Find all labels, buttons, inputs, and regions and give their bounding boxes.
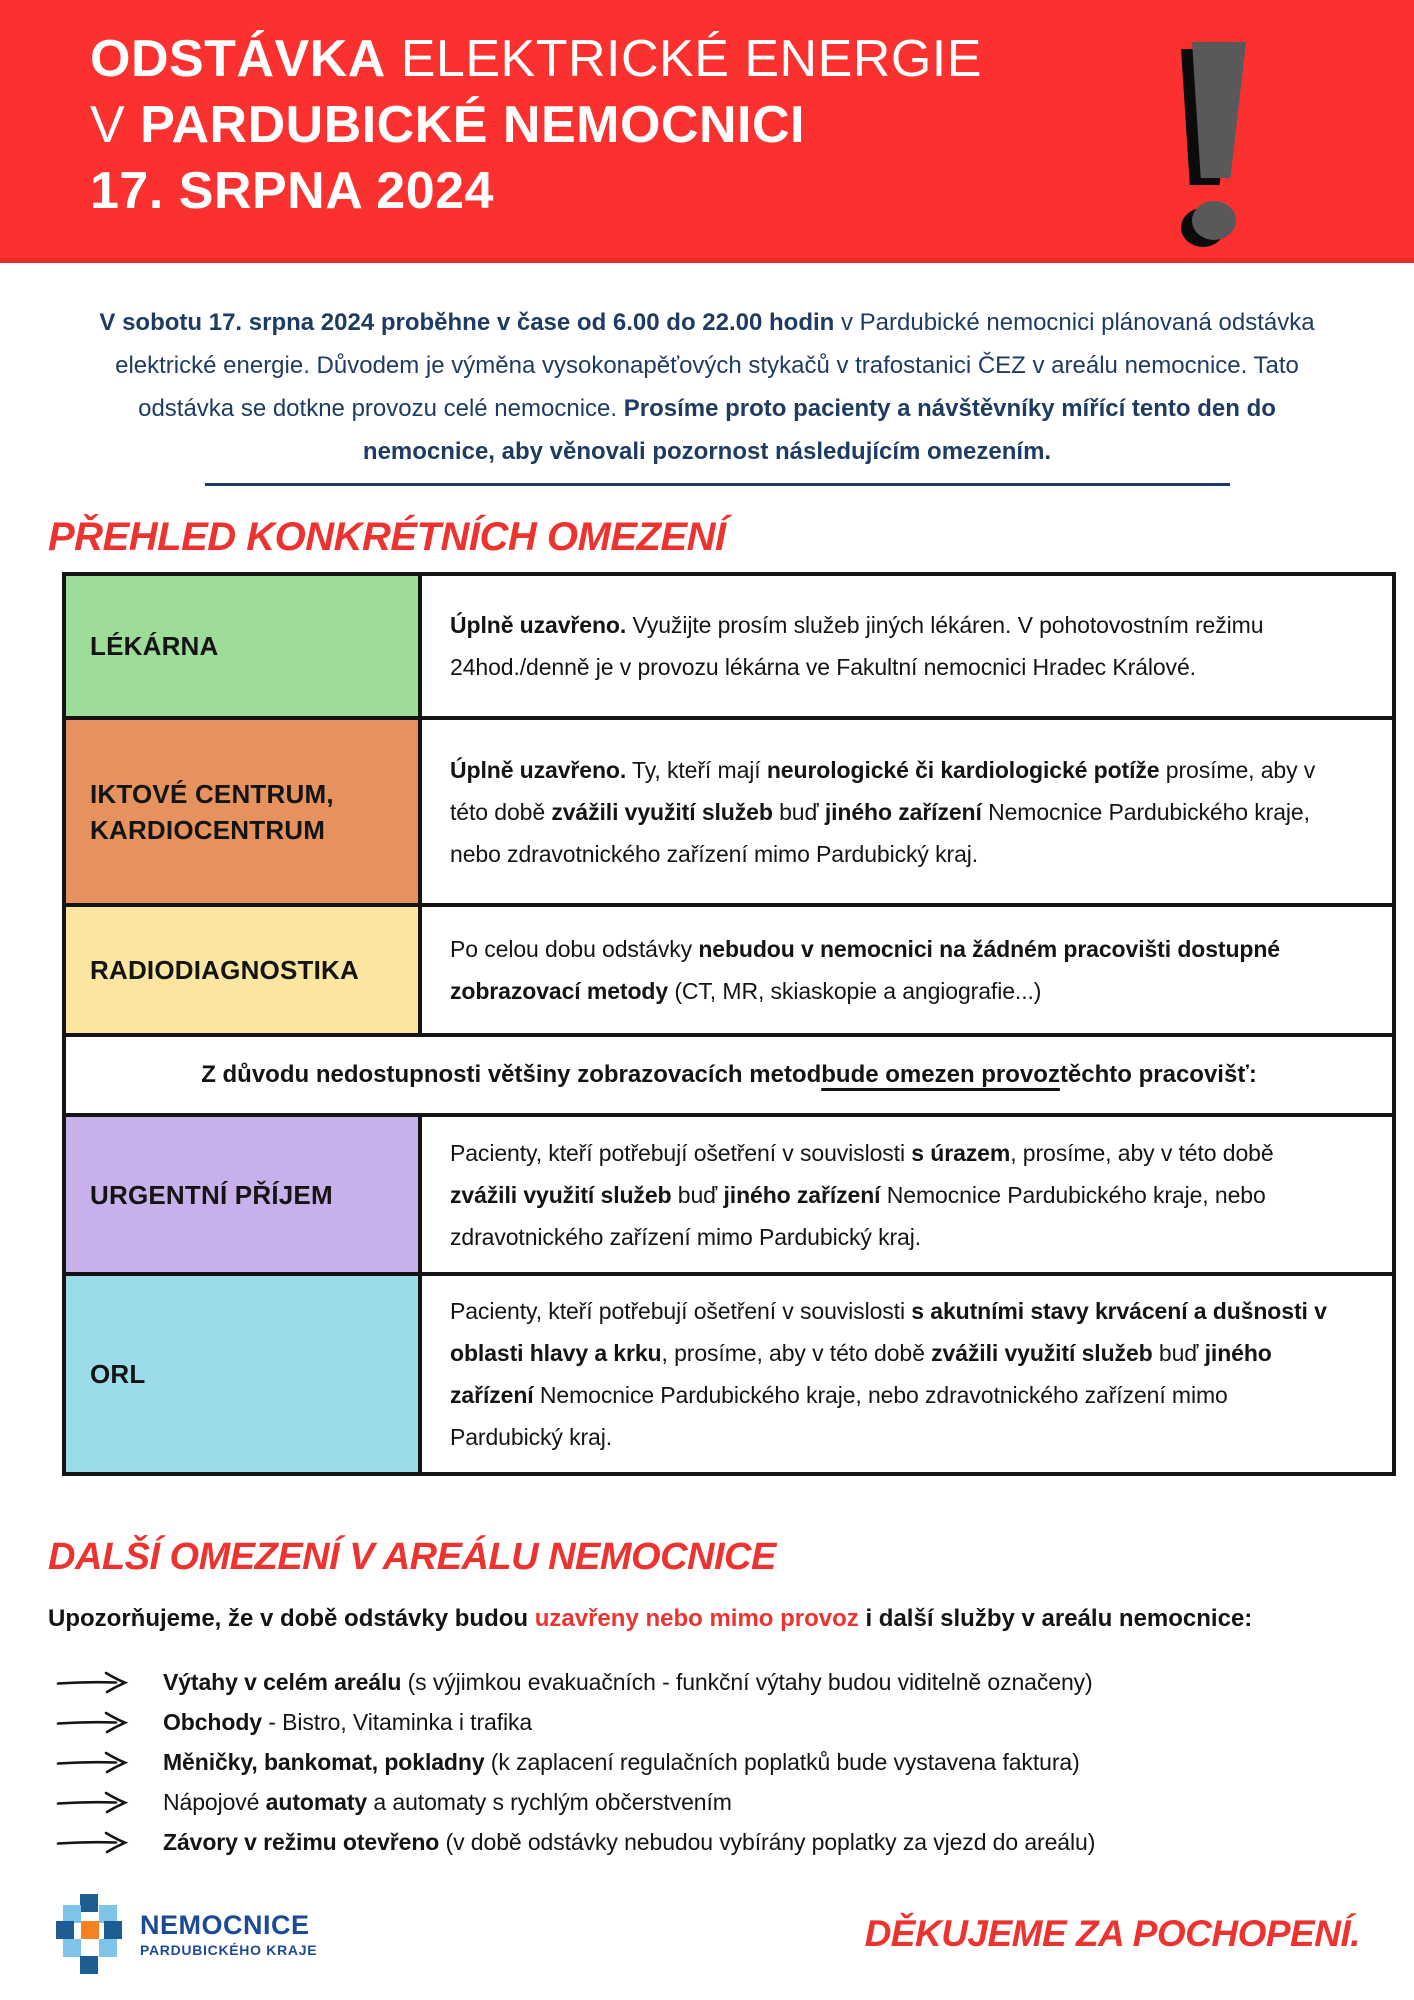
notice-line: Upozorňujeme, že v době odstávky budou uzavřeny nebo mimo provoz i další služby v areálu nemocnice: [48,1605,1253,1632]
thanks-message: DĚKUJEME ZA POCHOPENÍ. [864,1913,1360,1954]
row-label: ORL [66,1276,422,1472]
logo-square [56,1921,74,1939]
row-text: Úplně uzavřeno. Ty, kteří mají neurologické či kardiologické potíže prosíme, aby v této době zvážili využití služeb buď jiného zařízení Nemocnice Pardubického kraje, nebo zdravotnického zařízení mimo Pardubický kraj. [450,756,1316,867]
footer [0,1888,1414,1980]
list-item-text: Závory v režimu otevřeno (v době odstávky nebudou vybírány poplatky za vjezd do areálu) [163,1828,1096,1855]
table-row-urgentni-prijem [66,1117,1392,1276]
intro-section [0,301,1414,486]
list-item-text: Měničky, bankomat, pokladny (k zaplacení regulačních poplatků bude vystavena faktura) [163,1748,1080,1775]
divider-line [205,483,1230,486]
row-label: IKTOVÉ CENTRUM, KARDIOCENTRUM [66,720,422,903]
exclamation-icon [1184,42,1246,240]
list-item [55,1822,1414,1862]
exclamation-dot [1192,201,1236,240]
list-item-text: Výtahy v celém areálu (s výjimkou evakuačních - funkční výtahy budou viditelně označeny) [163,1668,1093,1695]
logo-square [80,1956,98,1974]
table-note-row [66,1037,1392,1117]
arrow-icon [55,1669,135,1695]
table-row-radiodiagnostika [66,907,1392,1037]
arrow-icon [55,1749,135,1775]
logo-name: NEMOCNICE [140,1910,310,1940]
hospital-logo-text [140,1909,317,1959]
row-text: Pacienty, kteří potřebují ošetření v souvislosti s úrazem, prosíme, aby v této době zvážili využití služeb buď jiného zařízení Nemocnice Pardubického kraje, nebo zdravotnického zařízení mimo Pardubický kraj. [450,1139,1274,1250]
table-row-orl [66,1276,1392,1472]
row-text: Úplně uzavřeno. Využijte prosím služeb jiných lékáren. V pohotovostním režimu 24hod./denně je v provozu lékárna ve Fakultní nemocnici Hradec Králové. [450,612,1264,680]
logo-square [81,1921,99,1939]
table-row-lekarna [66,576,1392,720]
list-item [55,1782,1414,1822]
logo-square [63,1939,81,1957]
logo-square [104,1921,122,1939]
arrow-icon [55,1829,135,1855]
page-title-line-3: 17. SRPNA 2024 [90,162,494,220]
list-item-text: Nápojové automaty a automaty s rychlým občerstvením [163,1788,732,1815]
restrictions-list [55,1662,1414,1862]
list-item [55,1662,1414,1702]
exclamation-stem [1184,42,1246,178]
intro-paragraph: V sobotu 17. srpna 2024 proběhne v čase od 6.00 do 22.00 hodin v Pardubické nemocnici plánovaná odstávka elektrické energie. Důvodem je výměna vysokonapěťových stykačů v trafostanici ČEZ v areálu nemocnice. Tato odstávka se dotkne provozu celé nemocnice. Prosíme proto pacienty a návštěvníky mířící tento den do nemocnice, aby věnovali pozornost následujícím omezením. [99,309,1315,465]
table-note: Z důvodu nedostupnosti většiny zobrazovacích metod bude omezen provoz těchto pracovišť: [201,1061,1257,1088]
arrow-icon [55,1789,135,1815]
list-item [55,1702,1414,1742]
page-title-line-2: V PARDUBICKÉ NEMOCNICI [90,96,805,154]
logo-square [80,1894,98,1912]
hospital-logo-icon [56,1894,122,1974]
hospital-logo [56,1894,317,1974]
table-row-iktove-centrum [66,720,1392,907]
restrictions-table [62,572,1396,1476]
row-label: LÉKÁRNA [66,576,422,716]
arrow-icon [55,1709,135,1735]
logo-subname: PARDUBICKÉHO KRAJE [140,1942,318,1958]
logo-square [99,1939,117,1957]
row-text: Po celou dobu odstávky nebudou v nemocnici na žádném pracovišti dostupné zobrazovací metody (CT, MR, skiaskopie a angiografie...) [450,936,1281,1004]
list-item [55,1742,1414,1782]
section-title-overview: PŘEHLED KONKRÉTNÍCH OMEZENÍ [48,515,726,559]
row-label: URGENTNÍ PŘÍJEM [66,1117,422,1272]
page-title-line-1: ODSTÁVKA ELEKTRICKÉ ENERGIE [90,30,982,88]
row-text: Pacienty, kteří potřebují ošetření v souvislosti s akutními stavy krvácení a dušnosti v oblasti hlavy a krku, prosíme, aby v této době zvážili využití služeb buď jiného zařízení Nemocnice Pardubického kraje, nebo zdravotnického zařízení mimo Pardubický kraj. [450,1298,1327,1450]
section-title-other: DALŠÍ OMEZENÍ V AREÁLU NEMOCNICE [48,1536,776,1578]
row-label: RADIODIAGNOSTIKA [66,907,422,1033]
list-item-text: Obchody - Bistro, Vitaminka i trafika [163,1708,533,1735]
banner [0,0,1414,263]
